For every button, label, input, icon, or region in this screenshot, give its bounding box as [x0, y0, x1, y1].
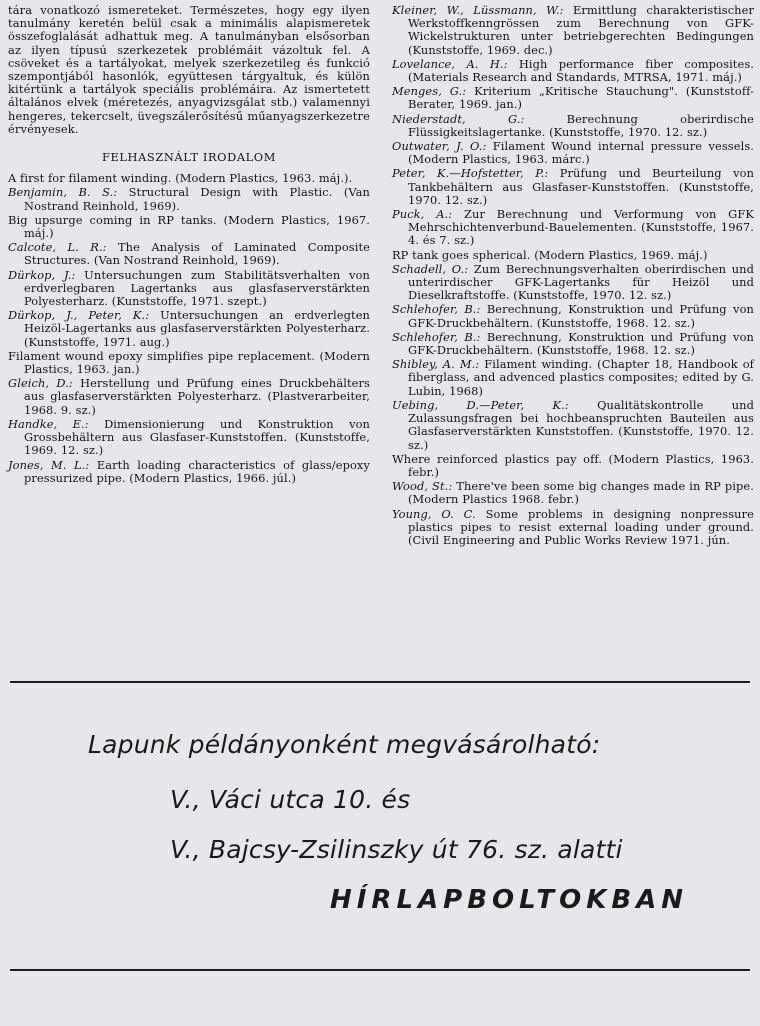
- article-columns: [8, 4, 754, 548]
- reference-text: Some problems in designing nonpressure plastics pipes to resist external loading under ground. (Civil Engineering and Public Works Review 1971. jún.: [408, 506, 754, 547]
- reference-text: Kriterium „Kritische Stauchung". (Kunststoff-Berater, 1969. jan.): [408, 84, 754, 112]
- reference-text: Filament Wound internal pressure vessels. (Modern Plastics, 1963. márc.): [408, 139, 754, 167]
- reference-item: [8, 350, 370, 376]
- reference-item: [8, 241, 370, 267]
- reference-text: Prüfung und Beurteilung von Tankbehältern aus Glasfaser-Kunststoffen. (Kunststoffe, 1970. 12. sz.): [408, 166, 755, 207]
- reference-text: Berechnung oberirdische Flüssigkeitslagertanke. (Kunststoffe, 1970. 12. sz.): [408, 111, 754, 139]
- reference-author: Dürkop, J., Peter, K.:: [8, 308, 150, 323]
- reference-text: Ermittlung charakteristischer Werkstoffkenngrössen zum Berechnung von GFK-Wickelstrukturen unter betriebgerechten Bedingungen (Kunststoffe, 1969. dec.): [408, 3, 755, 57]
- reference-author: Menges, G.:: [392, 84, 467, 99]
- reference-text: Untersuchungen an erdverlegten Heizöl-Lagertanks aus glasfaserverstärkten Polyesterharz. (Kunststoffe, 1971. aug.): [24, 308, 370, 349]
- reference-item: [8, 172, 370, 185]
- reference-text: Zur Berechnung und Verformung von GFK Mehrschichtenverbund-Bauelementen. (Kunststoffe, 1967. 4. és 7. sz.): [408, 207, 754, 248]
- reference-author: Kleiner, W., Lüssmann, W.:: [392, 3, 564, 17]
- reference-item: [392, 331, 754, 357]
- reference-text: Berechnung, Konstruktion und Prüfung von GFK-Druckbehältern. (Kunststoffe, 1968. 12. sz.): [408, 302, 754, 330]
- reference-text: Dimensionierung und Konstruktion von Grossbehältern aus Glasfaser-Kunststoffen. (Kunststoffe, 1969. 12. sz.): [24, 416, 370, 458]
- reference-item: [392, 4, 754, 57]
- reference-item: [392, 480, 754, 506]
- left-column: [8, 4, 370, 548]
- reference-item: [8, 309, 370, 349]
- reference-item: [392, 58, 754, 84]
- reference-text: There've been some big changes made in RP pipe. (Modern Plastics 1968. febr.): [408, 479, 754, 507]
- reference-item: [392, 263, 754, 303]
- reference-author: Dürkop, J.:: [8, 267, 76, 282]
- top-divider: [10, 681, 750, 683]
- reference-item: [8, 377, 370, 417]
- reference-author: Schlehofer, B.:: [392, 329, 481, 344]
- reference-author: Uebing, D.—Peter, K.:: [392, 397, 569, 412]
- reference-author: Puck, A.:: [392, 207, 453, 222]
- reference-item: [8, 459, 370, 485]
- reference-item: [392, 249, 754, 262]
- reference-author: Gleich, D.:: [8, 376, 73, 391]
- reference-item: [392, 140, 754, 166]
- reference-text: Qualitätskontrolle und Zulassungsfragen bei hochbeanspruchten Bauteilen aus Glasfaserverstärkten Kunststoffen. (Kunststoffe, 1970. 12. sz.): [408, 397, 754, 452]
- reference-text: The Analysis of Laminated Composite Structures. (Van Nostrand Reinhold, 1969).: [24, 240, 370, 268]
- reference-text: Untersuchungen zum Stabilitätsverhalten von erdverlegbaren Lagertanks aus glasfaserverstärkten Polyesterharz. (Kunststoffe, 1971. szept.): [24, 267, 370, 309]
- references-heading: FELHASZNÁLT IRODALOM: [101, 150, 277, 165]
- reference-author: Lovelance, A. H.:: [392, 56, 508, 71]
- reference-item: [392, 453, 754, 479]
- reference-item: [392, 358, 754, 398]
- reference-item: [8, 186, 370, 212]
- reference-text: Berechnung, Konstruktion und Prüfung von GFK-Druckbehältern. (Kunststoffe, 1968. 12. sz.): [408, 329, 754, 358]
- reference-author: Outwater, J. O.:: [392, 139, 487, 154]
- reference-item: [392, 167, 754, 207]
- reference-text: Earth loading characteristics of glass/epoxy pressurized pipe. (Modern Plastics, 1966. júl.): [24, 457, 370, 485]
- bottom-divider: [10, 969, 750, 971]
- reference-item: [392, 208, 754, 248]
- reference-text: Herstellung und Prüfung eines Druckbehälters aus glasfaserverstärkten Polyesterharz. (Plastverarbeiter, 1968. 9. sz.): [24, 376, 370, 417]
- reference-item: [392, 399, 754, 452]
- reference-text: High performance fiber composites. (Materials Research and Standards, MTRSA, 1971. máj.): [408, 56, 754, 85]
- reference-item: [8, 269, 370, 309]
- reference-text: A first for filament winding. (Modern Plastics, 1963. máj.).: [8, 171, 353, 186]
- reference-text: Filament wound epoxy simplifies pipe replacement. (Modern Plastics, 1963. jan.): [8, 348, 370, 377]
- reference-item: [8, 418, 370, 458]
- reference-item: [392, 113, 754, 139]
- reference-author: Schlehofer, B.:: [392, 302, 481, 317]
- promo-line-2: V., Váci utca 10. és: [170, 785, 411, 814]
- reference-author: Benjamin, B. S.:: [8, 185, 118, 200]
- reference-text: Filament winding. (Chapter 18, Handbook of fiberglass, and advenced plastics composites; edited by G. Lubin, 1968): [408, 357, 754, 398]
- reference-author: Niederstadt, G.:: [392, 111, 525, 126]
- reference-text: RP tank goes spherical. (Modern Plastics, 1969. máj.): [392, 247, 708, 262]
- reference-item: [392, 303, 754, 329]
- reference-author: Shibley, A. M.:: [392, 357, 480, 372]
- reference-author: Wood, St.:: [392, 479, 453, 494]
- reference-item: [392, 85, 754, 111]
- intro-paragraph: tára vonatkozó ismereteket. Természetes, hogy egy ilyen tanulmány keretén belül csak a minimális alapismeretek összefoglalását adhattuk meg. A tanulmányban elsősorban az ilyen típusú szerkezetek problémáit vázoltuk fel. A csöveket és a tartályokat, melyek szerkezetileg és funkció szempontjából hasonlók, együttesen tárgyaltuk, és külön kitértünk a tartályok speciális problémáira. Az ismertetett általános elvek (méretezés, anyagvizsgálat stb.) valamennyi hengeres, tekercselt, üvegszálerősítésű műanyagszerkezetre érvényesek.: [8, 3, 370, 136]
- promo-line-4: HÍRLAPBOLTOKBAN: [330, 885, 689, 915]
- right-column: [392, 4, 754, 548]
- reference-item: [392, 508, 754, 548]
- reference-text: Zum Berechnungsverhalten oberirdischen und unterirdischer GFK-Lagertanks für Heizöl und Dieselkraftstoffe. (Kunststoffe, 1970. 12. sz.): [408, 261, 754, 303]
- reference-author: Handke, E.:: [8, 416, 89, 431]
- promo-line-1: Lapunk példányonként megvásárolható:: [88, 730, 601, 759]
- promo-line-3: V., Bajcsy-Zsilinszky út 76. sz. alatti: [170, 835, 623, 864]
- reference-author: Peter, K.—Hofstetter, P.:: [392, 166, 549, 181]
- references-list-left: [8, 172, 370, 485]
- reference-text: Structural Design with Plastic. (Van Nostrand Reinhold, 1969).: [24, 185, 370, 213]
- reference-author: Young, O. C.: [392, 506, 476, 521]
- reference-text: Where reinforced plastics pay off. (Modern Plastics, 1963. febr.): [392, 451, 754, 479]
- reference-author: Calcote, L. R.:: [8, 240, 107, 255]
- reference-author: Jones, M. L.:: [8, 457, 90, 472]
- reference-item: [8, 214, 370, 240]
- references-list-right: [392, 4, 754, 547]
- reference-text: Big upsurge coming in RP tanks. (Modern Plastics, 1967. máj.): [8, 212, 370, 241]
- reference-author: Schadell, O.:: [392, 261, 469, 276]
